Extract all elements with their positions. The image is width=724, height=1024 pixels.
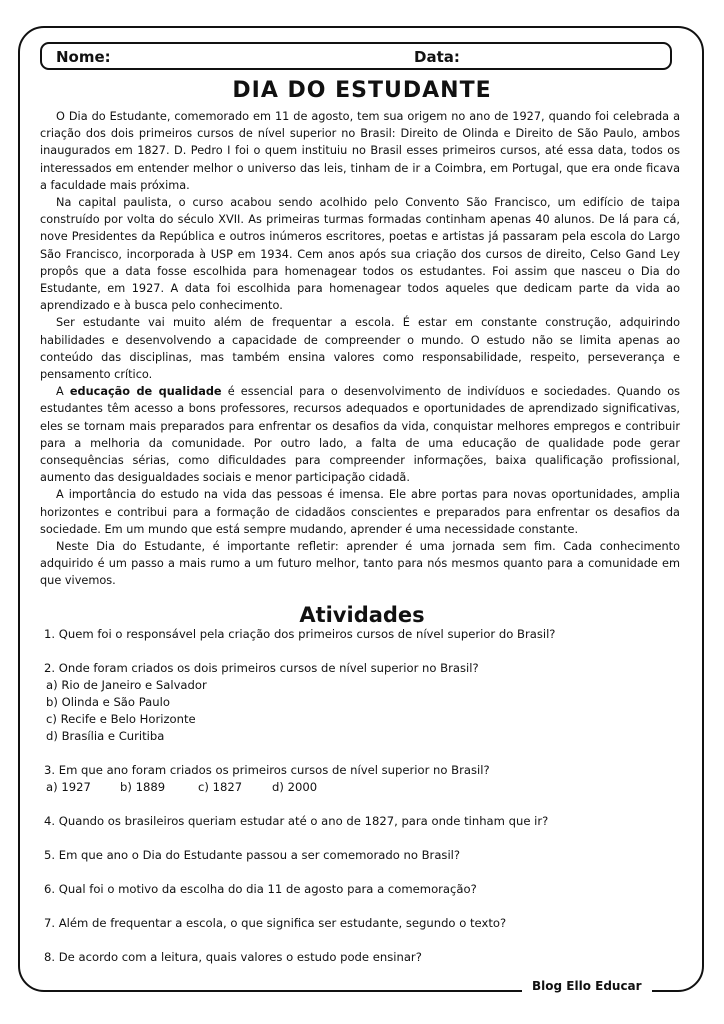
question-6: 6. Qual foi o motivo da escolha do dia 11 de agosto para a comemoração? [44, 882, 477, 896]
page-title: DIA DO ESTUDANTE [232, 78, 492, 103]
question-3-option-a: a) 1927 [46, 780, 91, 794]
question-2-option-c: c) Recife e Belo Horizonte [46, 712, 196, 726]
paragraph-4-rest: é essencial para o desenvolvimento de indivíduos e sociedades. Quando os estudantes têm acesso a bons professores, recursos adequados e oportunidades de aprendizado significativas, eles se tornam mais preparados para enfrentar os desafios da vida, conquistar melhores empregos e contribuir para a melhoria da comunidade. Por outro lado, a falta de uma educação de qualidade pode gerar consequências sérias, como dificuldades para compreender informações, baixa qualificação profissional, aumento das desigualdades sociais e menor participação cidadã. [40, 385, 680, 485]
question-3: 3. Em que ano foram criados os primeiros cursos de nível superior no Brasil? [44, 763, 490, 777]
paragraph-3: Ser estudante vai muito além de frequentar a escola. É estar em constante construção, adquirindo habilidades e desenvolvendo a capacidade de compreender o mundo. O estudo não se limita apenas ao conteúdo das disciplinas, mas também ensina valores como responsabilidade, respeito, perseverança e pensamento crítico. [40, 316, 680, 382]
question-5: 5. Em que ano o Dia do Estudante passou a ser comemorado no Brasil? [44, 848, 461, 862]
question-2-option-b: b) Olinda e São Paulo [46, 695, 170, 709]
header-bar [40, 42, 672, 70]
paragraph-2: Na capital paulista, o curso acabou sendo acolhido pelo Convento São Francisco, um edifício de taipa construído por volta do século XVII. As primeiras turmas formadas continham apenas 40 alunos. De lá para cá, nove Presidentes da República e outros inúmeros escritores, poetas e artistas já passaram pela escola do Largo São Francisco, incorporada à USP em 1934. Cem anos após sua criação dos cursos de direito, Celso Gand Ley propôs que a data fosse escolhida para homenagear todos os estudantes. Foi assim que nasceu o Dia do Estudante, em 1927. A data foi escolhida para homenagear todos aqueles que dedicam parte da vida ao aprendizado e à busca pelo conhecimento. [40, 196, 680, 313]
question-1: 1. Quem foi o responsável pela criação dos primeiros cursos de nível superior do Brasil? [44, 627, 556, 641]
article-text [40, 108, 680, 590]
question-2-option-d: d) Brasília e Curitiba [46, 729, 165, 743]
question-3-option-c: c) 1827 [198, 780, 243, 794]
paragraph-4-bold: educação de qualidade [69, 385, 222, 399]
question-7: 7. Além de frequentar a escola, o que significa ser estudante, segundo o texto? [44, 916, 507, 930]
paragraph-4-prefix: A [56, 385, 70, 399]
footer-credit: Blog Ello Educar [532, 979, 642, 993]
question-3-options [44, 779, 680, 796]
paragraph-1: O Dia do Estudante, comemorado em 11 de agosto, tem sua origem no ano de 1927, quando foi celebrada a criação dos dois primeiros cursos de nível superior no Brasil: Direito de Olinda e Direito de São Paulo, ambos inaugurados em 1827. D. Pedro I foi o quem instituiu no Brasil esses primeiros cursos, até essa data, todos os interessados em entender melhor o universo das leis, tinham de ir a Coimbra, em Portugal, que era onde ficava a faculdade mais próxima. [40, 110, 680, 192]
activities-title: Atividades [299, 603, 425, 627]
paragraph-5: A importância do estudo na vida das pessoas é imensa. Ele abre portas para novas oportunidades, amplia horizontes e contribui para a formação de cidadãos conscientes e preparados para enfrentar os desafios da sociedade. Em um mundo que está sempre mudando, aprender é uma necessidade constante. [40, 488, 680, 536]
question-3-option-b: b) 1889 [120, 780, 166, 794]
question-8: 8. De acordo com a leitura, quais valores o estudo pode ensinar? [44, 950, 422, 964]
question-4: 4. Quando os brasileiros queriam estudar até o ano de 1827, para onde tinham que ir? [44, 814, 549, 828]
activities-list [44, 626, 680, 966]
paragraph-6: Neste Dia do Estudante, é importante refletir: aprender é uma jornada sem fim. Cada conhecimento adquirido é um passo a mais rumo a um futuro melhor, tanto para nós mesmos quanto para a comunidade em que vivemos. [40, 540, 680, 588]
question-2: 2. Onde foram criados os dois primeiros cursos de nível superior no Brasil? [44, 661, 479, 675]
question-2-option-a: a) Rio de Janeiro e Salvador [46, 678, 207, 692]
paragraph-4 [40, 383, 680, 486]
name-label: Nome: [56, 48, 111, 66]
question-3-option-d: d) 2000 [272, 780, 318, 794]
date-label: Data: [414, 48, 460, 66]
